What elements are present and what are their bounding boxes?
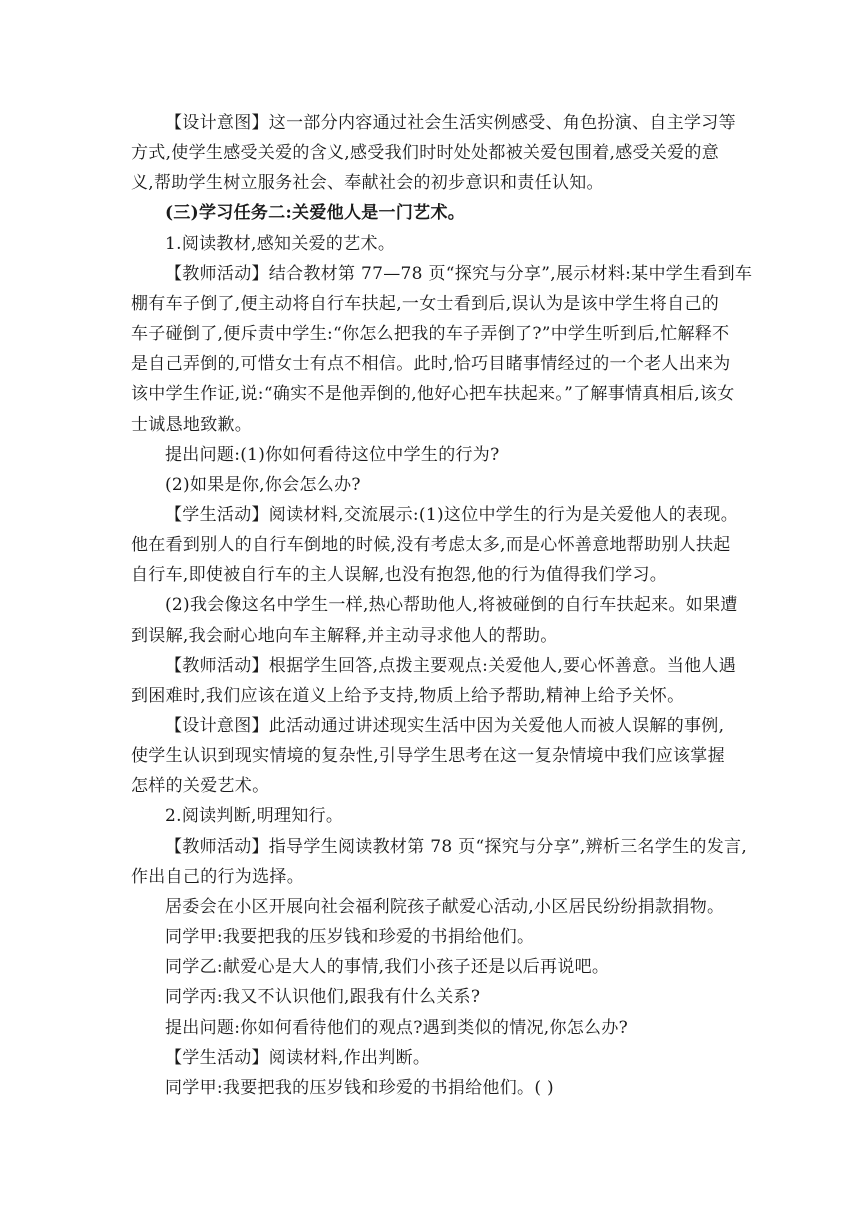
text-line: 棚有车子倒了,便主动将自行车扶起,一女士看到后,误认为是该中学生将自己的 xyxy=(131,293,720,314)
section-heading: (三)学习任务二:关爱他人是一门艺术。 xyxy=(165,203,466,224)
text-line: 提出问题:你如何看待他们的观点?遇到类似的情况,你怎么办? xyxy=(165,1017,629,1038)
text-line: 方式,使学生感受关爱的含义,感受我们时时处处都被关爱包围着,感受关爱的意 xyxy=(131,143,720,164)
text-line: 提出问题:(1)你如何看待这位中学生的行为? xyxy=(165,444,500,465)
text-line: 车子碰倒了,便斥责中学生:“你怎么把我的车子弄倒了?”中学生听到后,忙解释不 xyxy=(131,324,730,345)
text-line: 同学乙:献爱心是大人的事情,我们小孩子还是以后再说吧。 xyxy=(165,957,610,978)
text-line: 怎样的关爱艺术。 xyxy=(131,776,270,797)
text-line: (2)我会像这名中学生一样,热心帮助他人,将被碰倒的自行车扶起来。如果遭 xyxy=(165,595,738,616)
text-line: 到误解,我会耐心地向车主解释,并主动寻求他人的帮助。 xyxy=(131,625,558,646)
text-line: 居委会在小区开展向社会福利院孩子献爱心活动,小区居民纷纷捐款捐物。 xyxy=(165,896,725,917)
text-line: 【学生活动】阅读材料,交流展示:(1)这位中学生的行为是关爱他人的表现。 xyxy=(165,504,739,525)
text-line: 自行车,即使被自行车的主人误解,也没有抱怨,他的行为值得我们学习。 xyxy=(131,565,668,586)
text-line: 同学甲:我要把我的压岁钱和珍爱的书捐给他们。( ) xyxy=(165,1077,554,1098)
text-line: 作出自己的行为选择。 xyxy=(131,866,304,887)
text-line: 该中学生作证,说:“确实不是他弄倒的,他好心把车扶起来。”了解事情真相后,该女 xyxy=(131,384,735,405)
text-line: 使学生认识到现实情境的复杂性,引导学生思考在这一复杂情境中我们应该掌握 xyxy=(131,746,725,767)
text-line: 同学丙:我又不认识他们,跟我有什么关系? xyxy=(165,987,481,1008)
text-line: 义,帮助学生树立服务社会、奉献社会的初步意识和责任认知。 xyxy=(131,173,604,194)
text-line: 【教师活动】指导学生阅读教材第 78 页“探究与分享”,辨析三名学生的发言, xyxy=(165,836,748,857)
text-line: 士诚恳地致歉。 xyxy=(131,414,253,435)
text-line: 【教师活动】根据学生回答,点拨主要观点:关爱他人,要心怀善意。当他人遇 xyxy=(165,655,737,676)
text-line: 【设计意图】此活动通过讲述现实生活中因为关爱他人而被人误解的事例, xyxy=(165,716,725,736)
text-line: (2)如果是你,你会怎么办? xyxy=(165,474,361,495)
text-line: 2.阅读判断,明理知行。 xyxy=(165,806,344,827)
text-line: 同学甲:我要把我的压岁钱和珍爱的书捐给他们。 xyxy=(165,927,535,948)
text-line: 【学生活动】阅读材料,作出判断。 xyxy=(165,1047,431,1068)
text-line: 【设计意图】这一部分内容通过社会生活实例感受、角色扮演、自主学习等 xyxy=(165,113,736,133)
text-line: 到困难时,我们应该在道义上给予支持,物质上给予帮助,精神上给予关怀。 xyxy=(131,685,685,706)
text-line: 【教师活动】结合教材第 77—78 页“探究与分享”,展示材料:某中学生看到车 xyxy=(165,263,753,284)
text-line: 他在看到别人的自行车倒地的时候,没有考虑太多,而是心怀善意地帮助别人扶起 xyxy=(131,535,731,556)
text-line: 1.阅读教材,感知关爱的艺术。 xyxy=(165,233,396,254)
text-line: 是自己弄倒的,可惜女士有点不相信。此时,恰巧目睹事情经过的一个老人出来为 xyxy=(131,354,731,375)
